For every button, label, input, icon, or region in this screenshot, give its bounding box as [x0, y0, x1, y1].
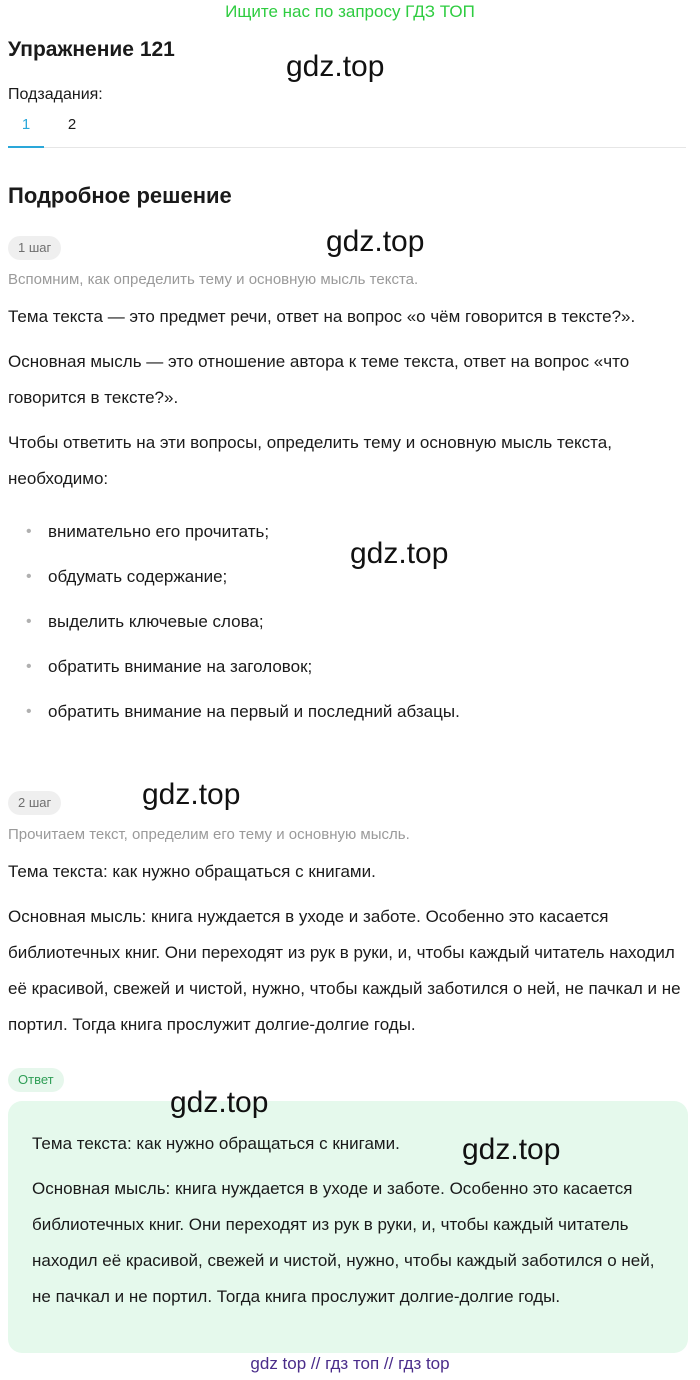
- answer-box: [8, 1101, 688, 1353]
- page-title: Упражнение 121: [8, 38, 175, 61]
- list-item: • обратить внимание на заголовок;: [26, 655, 666, 700]
- step-1-hint: Вспомним, как определить тему и основную мысль текста.: [8, 271, 419, 288]
- watermark: gdz.top: [462, 1133, 561, 1166]
- step-1-paragraph-3: Чтобы ответить на эти вопросы, определить тему и основную мысль текста, необходимо:: [8, 433, 612, 488]
- bullet-icon: •: [26, 658, 32, 675]
- bullet-icon: •: [26, 568, 32, 585]
- answer-paragraph-1: Тема текста: как нужно обращаться с книгами.: [32, 1134, 400, 1153]
- list-item: • обратить внимание на первый и последний абзацы.: [26, 700, 666, 745]
- tab-subtask-1[interactable]: 1: [8, 116, 44, 148]
- list-item: • внимательно его прочитать;: [26, 520, 666, 565]
- step-1-bullet-list: [26, 520, 666, 745]
- step-1-badge: 1 шаг: [8, 236, 61, 260]
- tab-subtask-2[interactable]: 2: [67, 116, 77, 133]
- watermark: gdz.top: [142, 778, 241, 811]
- list-item: • обдумать содержание;: [26, 565, 666, 610]
- watermark: gdz.top: [326, 225, 425, 258]
- bullet-icon: •: [26, 703, 32, 720]
- bullet-icon: •: [26, 613, 32, 630]
- watermark: gdz.top: [170, 1086, 269, 1119]
- step-1-paragraph-2: Основная мысль — это отношение автора к теме текста, ответ на вопрос «что говорится в тексте?».: [8, 352, 630, 407]
- list-item: • выделить ключевые слова;: [26, 610, 666, 655]
- subtasks-label: Подзадания:: [8, 86, 103, 103]
- watermark: gdz.top: [350, 537, 449, 570]
- watermark: gdz.top: [286, 50, 385, 83]
- step-2-hint: Прочитаем текст, определим его тему и основную мысль.: [8, 826, 410, 843]
- step-2-paragraph-2: Основная мысль: книга нуждается в уходе и заботе. Особенно это касается библиотечных книг. Они переходят из рук в руки, и, чтобы каждый читатель находил её красивой, свежей и чистой, нужно, чтобы каждый заботился о ней, не пачкал и не портил. Тогда книга прослужит долгие-долгие годы.: [8, 907, 681, 1034]
- answer-paragraph-2: Основная мысль: книга нуждается в уходе и заботе. Особенно это касается библиотечных книг. Они переходят из рук в руки, и, чтобы каждый читатель находил её красивой, свежей и чистой, нужно, чтобы каждый заботился о ней, не пачкал и не портил. Тогда книга прослужит долгие-долгие годы.: [32, 1179, 655, 1306]
- step-1-paragraph-1: Тема текста — это предмет речи, ответ на вопрос «о чём говорится в тексте?».: [8, 307, 636, 326]
- answer-badge: Ответ: [8, 1068, 64, 1092]
- solution-title: Подробное решение: [8, 183, 232, 208]
- bullet-icon: •: [26, 523, 32, 540]
- footer-links: gdz top // гдз топ // гдз top: [250, 1354, 450, 1373]
- subtask-tabs: [8, 116, 686, 148]
- promo-banner: Ищите нас по запросу ГДЗ ТОП: [225, 2, 475, 21]
- step-2-badge: 2 шаг: [8, 791, 61, 815]
- step-2-paragraph-1: Тема текста: как нужно обращаться с книгами.: [8, 862, 376, 881]
